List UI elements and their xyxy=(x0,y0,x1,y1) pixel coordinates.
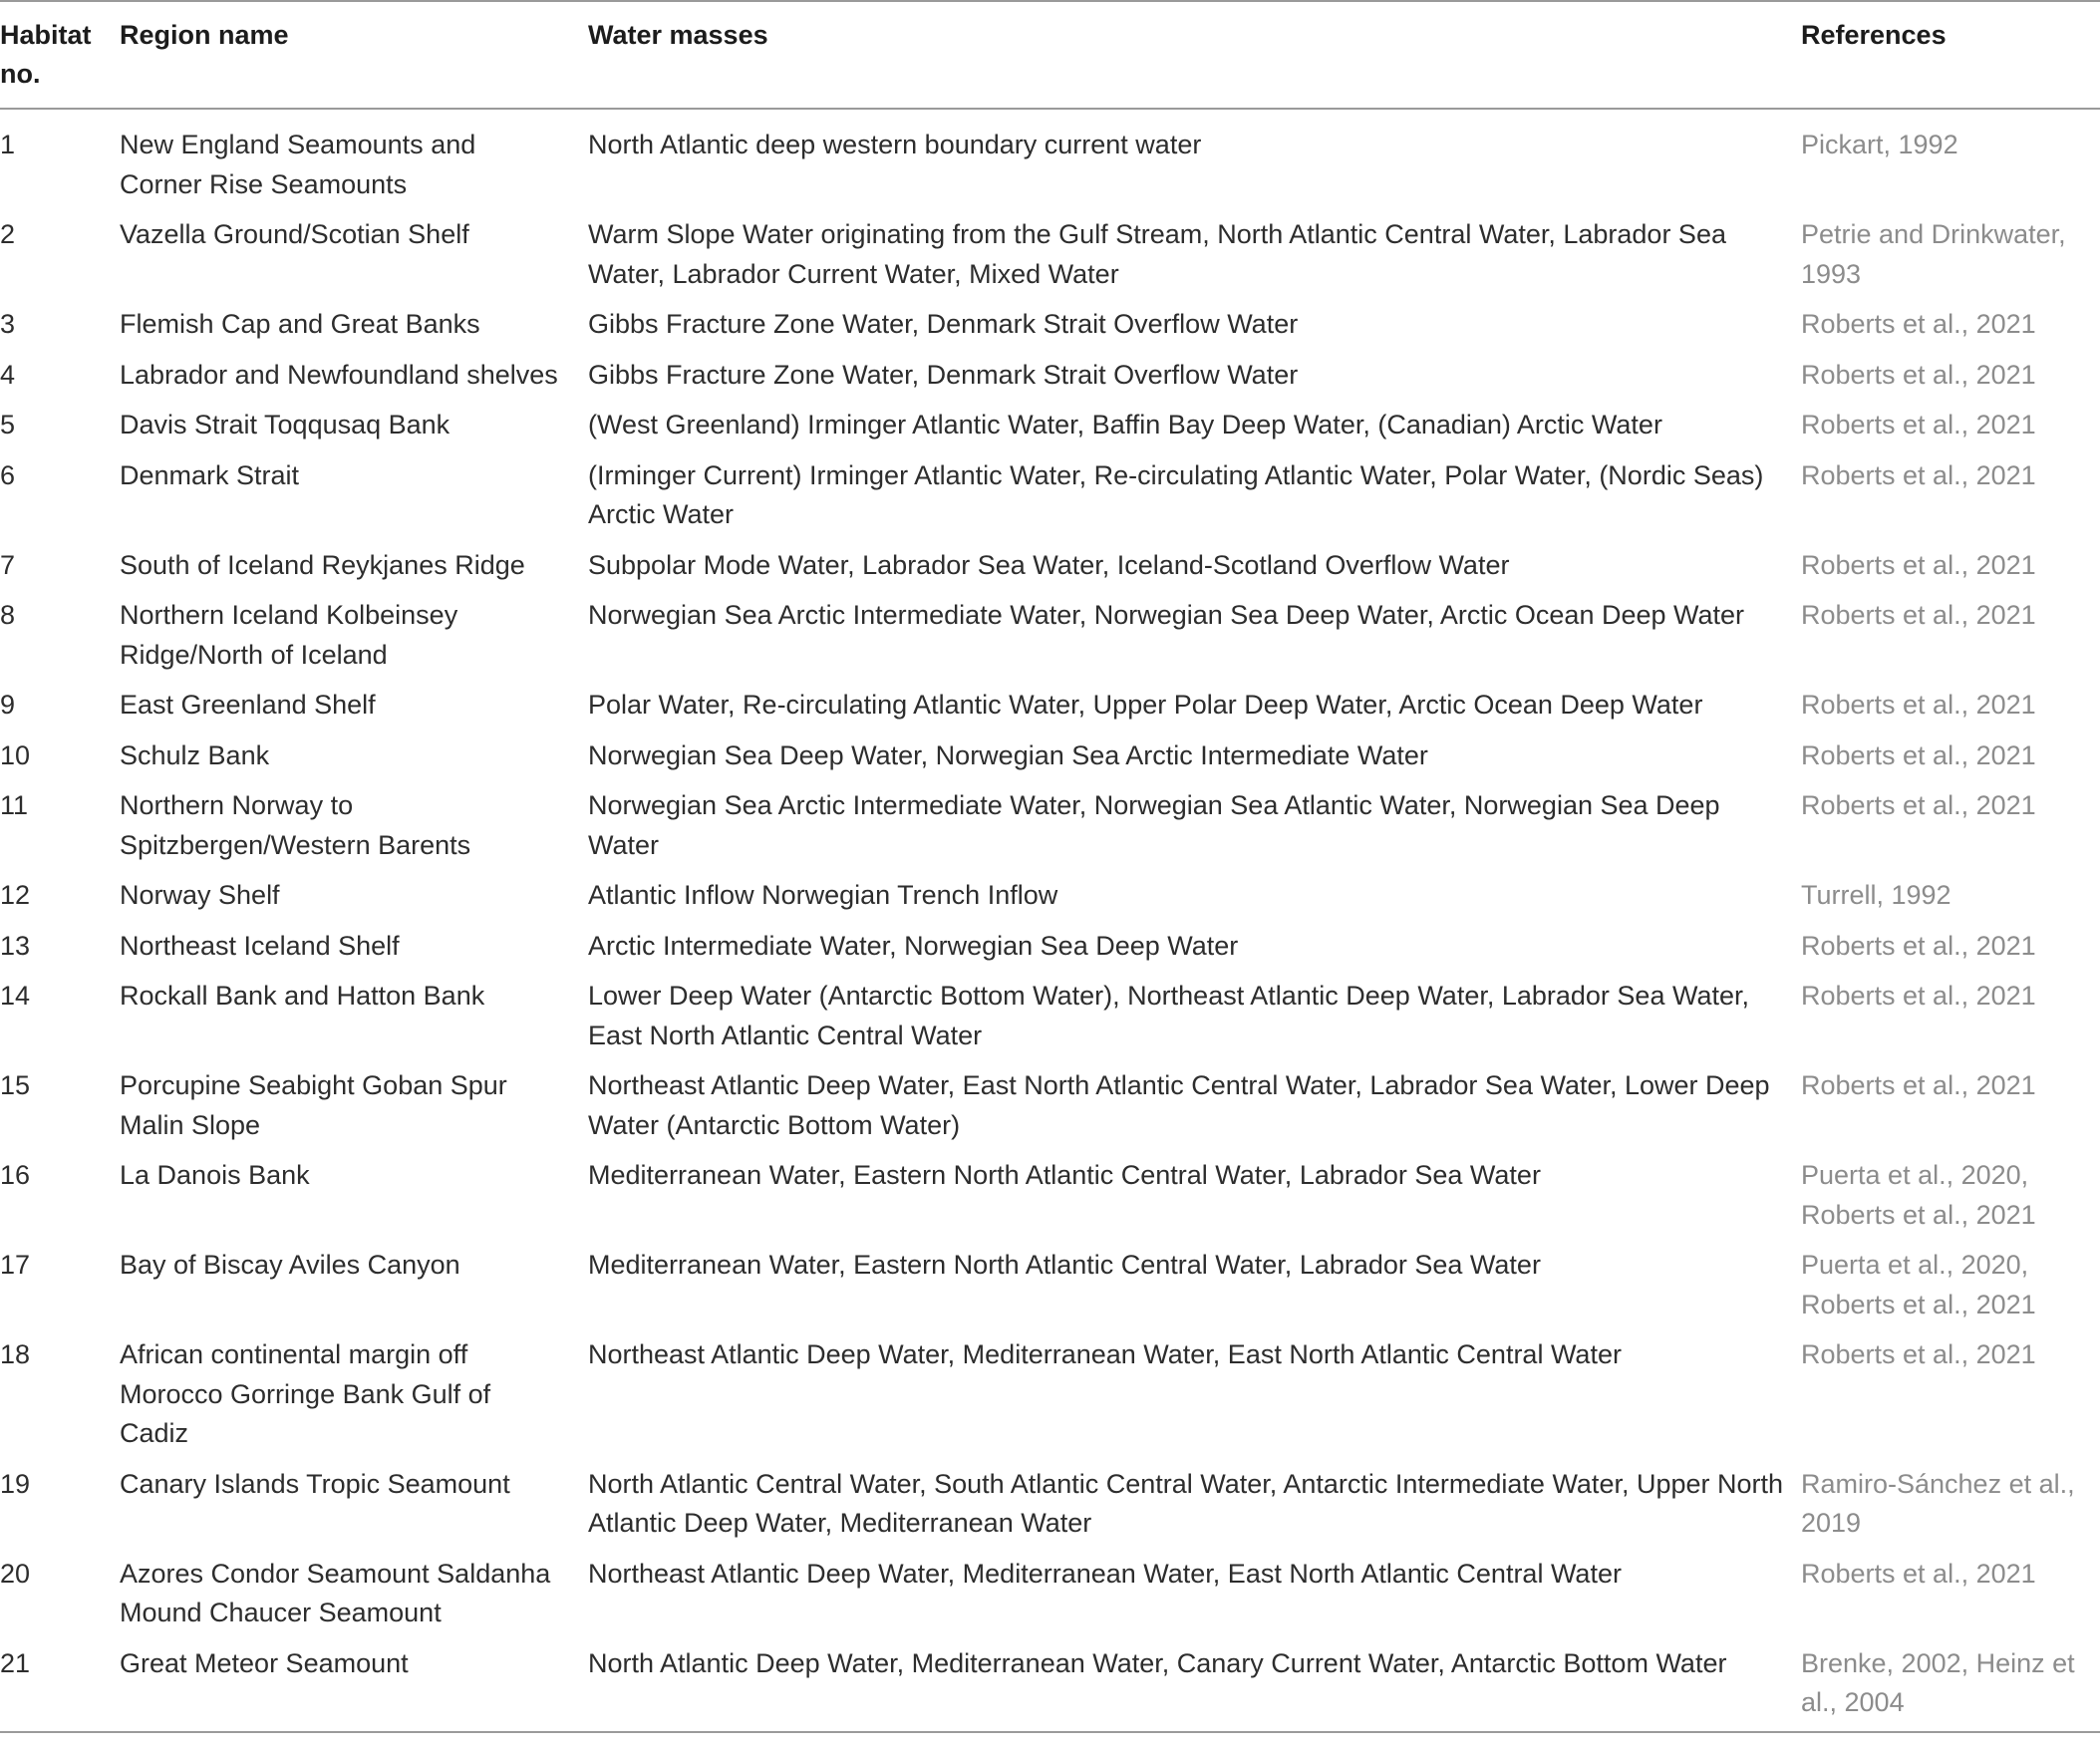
cell-water-masses: (West Greenland) Irminger Atlantic Water, Baffin Bay Deep Water, (Canadian) Arctic Water xyxy=(588,410,1662,439)
table-row xyxy=(0,871,2100,922)
cell-habitat-no: 15 xyxy=(0,1070,31,1100)
cell-water-masses: Warm Slope Water originating from the Gulf Stream, North Atlantic Central Water, Labrador Sea Water, Labrador Current Water, Mixed Water xyxy=(588,219,1726,289)
cell-reference-link[interactable]: Roberts et al., 2021 xyxy=(1801,549,2036,580)
cell-habitat-no: 16 xyxy=(0,1160,31,1190)
cell-reference-link[interactable]: Roberts et al., 2021 xyxy=(1801,1558,2036,1589)
cell-water-masses: Northeast Atlantic Deep Water, East North Atlantic Central Water, Labrador Sea Water, Lower Deep Water (Antarctic Bottom Water) xyxy=(588,1070,1770,1140)
table-row xyxy=(0,541,2100,592)
cell-region-name: African continental margin off Morocco Gorringe Bank Gulf of Cadiz xyxy=(120,1339,491,1448)
cell-region-name: Labrador and Newfoundland shelves xyxy=(120,359,558,390)
table-row xyxy=(0,731,2100,782)
cell-habitat-no: 10 xyxy=(0,739,31,770)
cell-habitat-no: 12 xyxy=(0,880,31,910)
cell-habitat-no: 3 xyxy=(0,309,16,339)
cell-reference-link[interactable]: Roberts et al., 2021 xyxy=(1801,410,2036,439)
cell-water-masses: Mediterranean Water, Eastern North Atlantic Central Water, Labrador Sea Water xyxy=(588,1160,1541,1190)
cell-region-name: Great Meteor Seamount xyxy=(120,1639,588,1732)
cell-region-name: Flemish Cap and Great Banks xyxy=(120,309,480,339)
cell-water-masses: North Atlantic deep western boundary current water xyxy=(588,130,1202,159)
table-row xyxy=(0,972,2100,1061)
table-row xyxy=(0,1241,2100,1330)
table-row xyxy=(0,109,2100,210)
table-row xyxy=(0,1460,2100,1550)
cell-water-masses: Norwegian Sea Arctic Intermediate Water, Norwegian Sea Deep Water, Arctic Ocean Deep Water xyxy=(588,600,1745,630)
cell-habitat-no: 2 xyxy=(0,219,16,249)
cell-reference-link[interactable]: Petrie and Drinkwater, 1993 xyxy=(1801,219,2066,289)
cell-reference-link[interactable]: Roberts et al., 2021 xyxy=(1801,359,2036,390)
table-row xyxy=(0,300,2100,351)
cell-reference-link[interactable]: Roberts et al., 2021 xyxy=(1801,790,2036,820)
header-region-name: Region name xyxy=(120,1,588,109)
table-header-row xyxy=(0,1,2100,109)
cell-water-masses: Mediterranean Water, Eastern North Atlantic Central Water, Labrador Sea Water xyxy=(588,1250,1541,1280)
cell-reference-link[interactable]: Roberts et al., 2021 xyxy=(1801,930,2036,961)
cell-region-name: Northern Iceland Kolbeinsey Ridge/North of Iceland xyxy=(120,600,458,670)
cell-water-masses: Lower Deep Water (Antarctic Bottom Water), Northeast Atlantic Deep Water, Labrador Sea Water, East North Atlantic Central Water xyxy=(588,981,1749,1050)
cell-water-masses: (Irminger Current) Irminger Atlantic Water, Re-circulating Atlantic Water, Polar Water, (Nordic Seas) Arctic Water xyxy=(588,459,1764,529)
cell-reference-link[interactable]: Puerta et al., 2020, Roberts et al., 2021 xyxy=(1801,1160,2036,1230)
table-row xyxy=(0,1330,2100,1460)
cell-region-name: Azores Condor Seamount Saldanha Mound Chaucer Seamount xyxy=(120,1558,551,1627)
cell-water-masses: Norwegian Sea Deep Water, Norwegian Sea Arctic Intermediate Water xyxy=(588,739,1428,770)
cell-habitat-no: 18 xyxy=(0,1339,31,1369)
cell-region-name: Northeast Iceland Shelf xyxy=(120,930,400,961)
cell-water-masses: Norwegian Sea Arctic Intermediate Water, Norwegian Sea Atlantic Water, Norwegian Sea Deep Water xyxy=(588,790,1720,860)
table-row xyxy=(0,1151,2100,1241)
cell-habitat-no: 11 xyxy=(0,790,29,820)
cell-habitat-no: 4 xyxy=(0,359,16,390)
table-row xyxy=(0,922,2100,973)
cell-reference-link[interactable]: Roberts et al., 2021 xyxy=(1801,739,2036,770)
cell-reference-link[interactable]: Turrell, 1992 xyxy=(1801,880,1951,910)
header-water-masses: Water masses xyxy=(588,1,1801,109)
cell-region-name: Norway Shelf xyxy=(120,880,280,910)
table-row xyxy=(0,1639,2100,1732)
cell-water-masses: Gibbs Fracture Zone Water, Denmark Strait Overflow Water xyxy=(588,309,1299,339)
cell-reference-link[interactable]: Puerta et al., 2020, Roberts et al., 2021 xyxy=(1801,1250,2036,1319)
cell-habitat-no: 6 xyxy=(0,459,16,490)
cell-reference-link[interactable]: Ramiro-Sánchez et al., 2019 xyxy=(1801,1468,2075,1538)
cell-region-name: New England Seamounts and Corner Rise Seamounts xyxy=(120,130,476,199)
table-row xyxy=(0,591,2100,681)
table-row xyxy=(0,681,2100,731)
cell-region-name: Canary Islands Tropic Seamount xyxy=(120,1468,510,1499)
cell-habitat-no: 14 xyxy=(0,981,31,1011)
cell-reference-link[interactable]: Brenke, 2002, Heinz et al., 2004 xyxy=(1801,1639,2100,1732)
cell-reference-link[interactable]: Roberts et al., 2021 xyxy=(1801,459,2036,490)
cell-reference-link[interactable]: Pickart, 1992 xyxy=(1801,130,1958,159)
cell-habitat-no: 13 xyxy=(0,930,31,961)
header-habitat-no: Habitat no. xyxy=(0,1,120,109)
cell-habitat-no: 20 xyxy=(0,1558,31,1589)
cell-region-name: Schulz Bank xyxy=(120,739,270,770)
table-row xyxy=(0,1061,2100,1151)
cell-region-name: Denmark Strait xyxy=(120,459,300,490)
cell-water-masses: Arctic Intermediate Water, Norwegian Sea Deep Water xyxy=(588,930,1239,961)
table-row xyxy=(0,781,2100,871)
cell-reference-link[interactable]: Roberts et al., 2021 xyxy=(1801,309,2036,339)
table-row xyxy=(0,210,2100,300)
cell-water-masses: Subpolar Mode Water, Labrador Sea Water, Iceland-Scotland Overflow Water xyxy=(588,549,1510,580)
cell-water-masses: North Atlantic Deep Water, Mediterranean Water, Canary Current Water, Antarctic Bottom Water xyxy=(588,1639,1801,1732)
cell-habitat-no: 21 xyxy=(0,1639,120,1732)
cell-reference-link[interactable]: Roberts et al., 2021 xyxy=(1801,981,2036,1011)
cell-water-masses: Northeast Atlantic Deep Water, Mediterranean Water, East North Atlantic Central Water xyxy=(588,1558,1622,1589)
cell-region-name: Bay of Biscay Aviles Canyon xyxy=(120,1250,460,1280)
cell-region-name: East Greenland Shelf xyxy=(120,690,376,720)
cell-habitat-no: 19 xyxy=(0,1468,31,1499)
cell-water-masses: Atlantic Inflow Norwegian Trench Inflow xyxy=(588,880,1058,910)
table-row xyxy=(0,451,2100,541)
header-references: References xyxy=(1801,1,2100,109)
cell-region-name: Northern Norway to Spitzbergen/Western Barents xyxy=(120,790,471,860)
cell-region-name: La Danois Bank xyxy=(120,1160,310,1190)
cell-region-name: Porcupine Seabight Goban Spur Malin Slope xyxy=(120,1070,507,1140)
cell-region-name: Davis Strait Toqqusaq Bank xyxy=(120,410,450,439)
cell-water-masses: Gibbs Fracture Zone Water, Denmark Strait Overflow Water xyxy=(588,359,1299,390)
cell-region-name: South of Iceland Reykjanes Ridge xyxy=(120,549,525,580)
cell-reference-link[interactable]: Roberts et al., 2021 xyxy=(1801,1339,2036,1369)
table-row xyxy=(0,401,2100,451)
cell-habitat-no: 1 xyxy=(0,130,16,159)
cell-habitat-no: 5 xyxy=(0,410,16,439)
cell-region-name: Rockall Bank and Hatton Bank xyxy=(120,981,485,1011)
cell-water-masses: North Atlantic Central Water, South Atlantic Central Water, Antarctic Intermediate Water, Upper North Atlantic Deep Water, Mediterranean Water xyxy=(588,1468,1784,1538)
cell-reference-link[interactable]: Roberts et al., 2021 xyxy=(1801,690,2036,720)
cell-habitat-no: 7 xyxy=(0,549,16,580)
cell-water-masses: Northeast Atlantic Deep Water, Mediterranean Water, East North Atlantic Central Water xyxy=(588,1339,1622,1369)
cell-reference-link[interactable]: Roberts et al., 2021 xyxy=(1801,1070,2036,1100)
cell-region-name: Vazella Ground/Scotian Shelf xyxy=(120,219,469,249)
cell-reference-link[interactable]: Roberts et al., 2021 xyxy=(1801,600,2036,630)
table-row xyxy=(0,1550,2100,1639)
table-row xyxy=(0,351,2100,402)
cell-habitat-no: 17 xyxy=(0,1250,31,1280)
cell-habitat-no: 9 xyxy=(0,690,16,720)
cell-water-masses: Polar Water, Re-circulating Atlantic Water, Upper Polar Deep Water, Arctic Ocean Deep Water xyxy=(588,690,1703,720)
cell-habitat-no: 8 xyxy=(0,600,16,630)
